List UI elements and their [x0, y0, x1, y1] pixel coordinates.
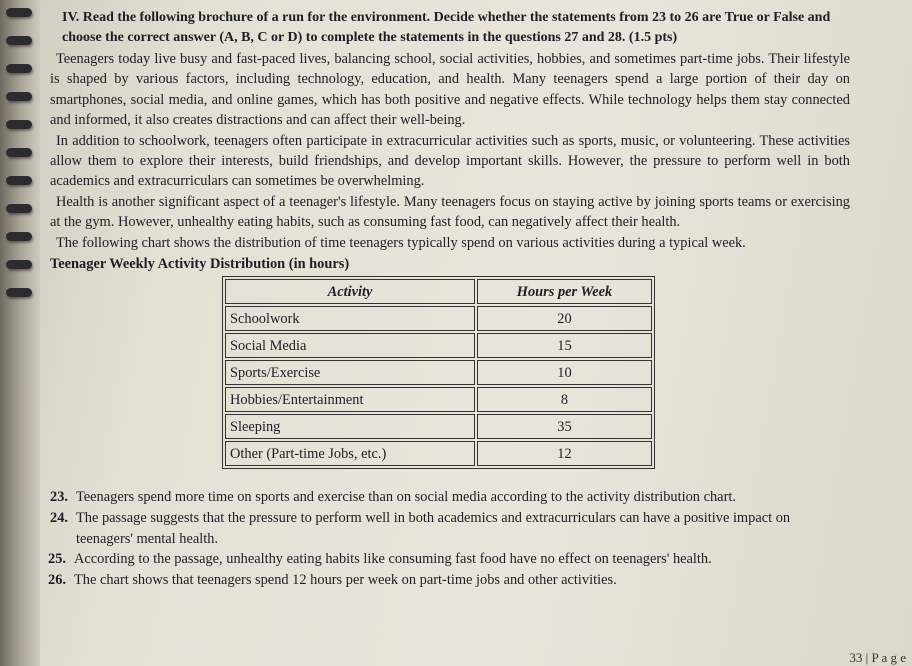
activity-cell: Hobbies/Entertainment: [225, 387, 475, 412]
question-text: According to the passage, unhealthy eating habits like consuming fast food have no effect on teenagers' health.: [74, 551, 712, 568]
section-heading: IV. Read the following brochure of a run for the environment. Decide whether the statements from 23 to 26 are True or False and choose the correct answer (A, B, C or D) to complete the statements in the questions 27 and 28. (1.5 pts): [62, 10, 831, 45]
question-item: [48, 549, 850, 570]
binding-ring: [6, 288, 32, 297]
header-activity: Activity: [225, 279, 475, 304]
binding-ring: [6, 120, 32, 129]
hours-cell: 8: [477, 387, 652, 412]
paragraph-3: Health is another significant aspect of a teenager's lifestyle. Many teenagers focus on staying active by joining sports teams or exercising at the gym. However, unhealthy eating habits, such as consuming fast food, can negatively affect their health.: [50, 193, 850, 231]
activity-cell: Social Media: [225, 333, 475, 358]
header-hours: Hours per Week: [477, 279, 652, 304]
table-header-row: [225, 279, 652, 304]
question-text: The chart shows that teenagers spend 12 hours per week on part-time jobs and other activities.: [74, 571, 617, 588]
paragraph-4: The following chart shows the distribution of time teenagers typically spend on various activities during a typical week.: [56, 234, 746, 251]
question-number: 25.: [48, 551, 66, 568]
activity-cell: Sleeping: [225, 414, 475, 439]
hours-cell: 20: [477, 306, 652, 331]
table-row: [225, 360, 652, 385]
table-row: [225, 333, 652, 358]
binding-ring: [6, 232, 32, 241]
question-item: [50, 487, 850, 508]
binding-ring: [6, 260, 32, 269]
binding-ring: [6, 148, 32, 157]
document-content: [50, 8, 850, 590]
activity-cell: Other (Part-time Jobs, etc.): [225, 441, 475, 466]
hours-cell: 10: [477, 360, 652, 385]
question-list: [50, 487, 850, 590]
binding-ring: [6, 204, 32, 213]
table-row: [225, 306, 652, 331]
question-text: Teenagers spend more time on sports and exercise than on social media according to the activity distribution chart.: [76, 489, 736, 506]
activity-cell: Sports/Exercise: [225, 360, 475, 385]
table-caption: Teenager Weekly Activity Distribution (in hours): [50, 256, 350, 273]
question-number: 26.: [48, 571, 66, 588]
hours-cell: 15: [477, 333, 652, 358]
hours-cell: 35: [477, 414, 652, 439]
paragraph-1: Teenagers today live busy and fast-paced lives, balancing school, social activities, hobbies, and sometimes part-time jobs. Their lifestyle is shaped by various factors, including technology, education, and health. Many teenagers spend a large portion of their day on smartphones, social media, and online games, which has both positive and negative effects. While technology helps them stay connected and informed, it also creates distractions and can affect their well-being.: [50, 51, 850, 129]
activity-table: [222, 276, 655, 469]
paragraph-2: In addition to schoolwork, teenagers often participate in extracurricular activities such as sports, music, or volunteering. These activities allow them to explore their interests, build friendships, and develop important skills. However, the pressure to perform well in both academics and extracurriculars can sometimes be overwhelming.: [50, 132, 850, 190]
binding-ring: [6, 8, 32, 17]
question-number: 23.: [50, 489, 68, 506]
table-row: [225, 441, 652, 466]
table-row: [225, 414, 652, 439]
binding-ring: [6, 176, 32, 185]
question-text: The passage suggests that the pressure to perform well in both academics and extracurriculars can have a positive impact on teenagers' mental health.: [76, 510, 791, 547]
question-item: [48, 570, 850, 591]
binding-ring: [6, 92, 32, 101]
table-row: [225, 387, 652, 412]
page-number: 33 | P a g e: [849, 650, 906, 665]
question-item: [50, 508, 850, 549]
binding-ring: [6, 36, 32, 45]
activity-cell: Schoolwork: [225, 306, 475, 331]
spiral-binding: [0, 0, 40, 666]
question-number: 24.: [50, 510, 68, 527]
binding-ring: [6, 64, 32, 73]
hours-cell: 12: [477, 441, 652, 466]
